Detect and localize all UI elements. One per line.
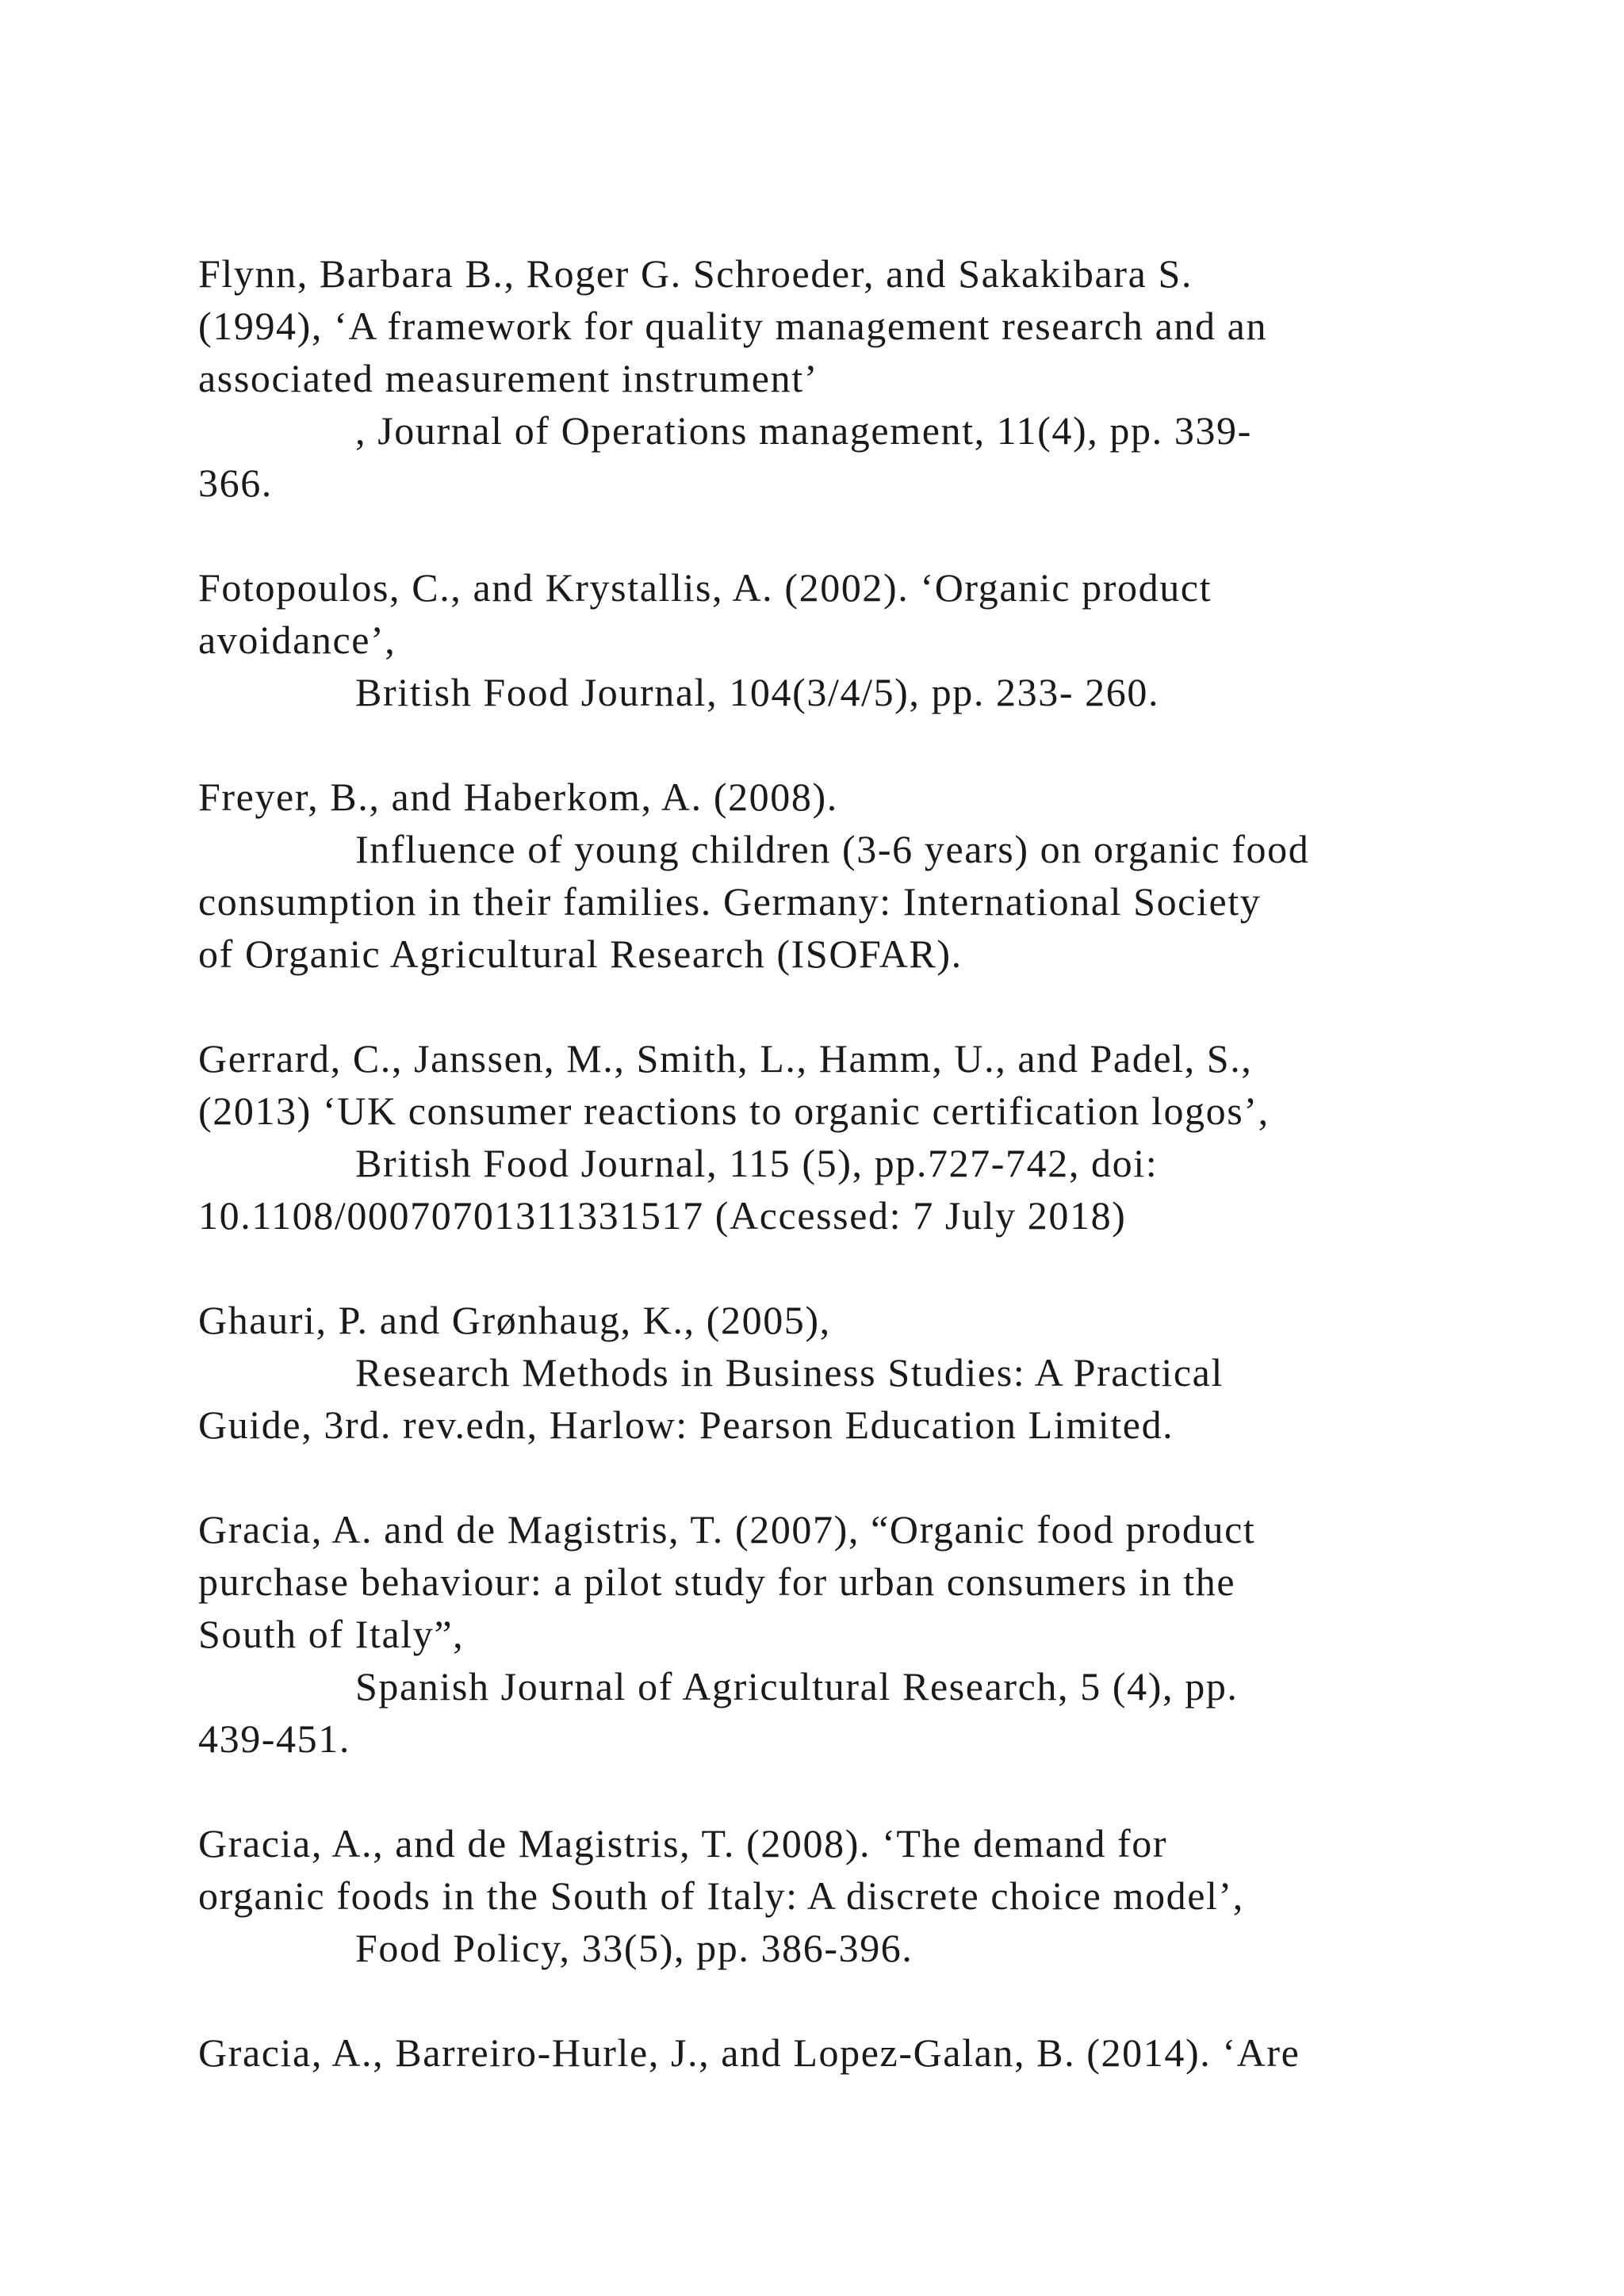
reference-line: 10.1108/00070701311331517 (Accessed: 7 July 2018) (198, 1193, 1127, 1238)
reference-line: organic foods in the South of Italy: A discrete choice model’, (198, 1873, 1244, 1918)
reference-line: British Food Journal, 115 (5), pp.727-742, doi: (355, 1141, 1159, 1185)
reference-line: Guide, 3rd. rev.edn, Harlow: Pearson Education Limited. (198, 1402, 1174, 1447)
reference-line: 439-451. (198, 1716, 350, 1761)
reference-line: Gerrard, C., Janssen, M., Smith, L., Hamm, U., and Padel, S., (198, 1036, 1253, 1081)
reference-list (198, 247, 1467, 2079)
reference-line: consumption in their families. Germany: International Society (198, 879, 1262, 924)
reference-line: Gracia, A. and de Magistris, T. (2007), “Organic food product (198, 1507, 1256, 1552)
reference-line: South of Italy”, (198, 1612, 465, 1656)
reference-line: 366. (198, 461, 273, 505)
reference-entry-gracia-2007 (198, 1503, 1467, 1765)
reference-gap (198, 1451, 1467, 1503)
reference-entry-gracia-2008 (198, 1817, 1467, 1974)
reference-line: Ghauri, P. and Grønhaug, K., (2005), (198, 1298, 831, 1342)
reference-line: of Organic Agricultural Research (ISOFAR). (198, 932, 963, 976)
reference-line: British Food Journal, 104(3/4/5), pp. 233- 260. (355, 670, 1160, 714)
reference-gap (198, 718, 1467, 771)
reference-entry-freyer-2008 (198, 771, 1467, 980)
reference-entry-ghauri-2005 (198, 1294, 1467, 1451)
reference-line: Food Policy, 33(5), pp. 386-396. (355, 1926, 914, 1970)
reference-gap (198, 980, 1467, 1032)
reference-line: Gracia, A., and de Magistris, T. (2008). ‘The demand for (198, 1821, 1168, 1866)
reference-entry-gracia-2014 (198, 2026, 1467, 2079)
reference-entry-gerrard-2013 (198, 1032, 1467, 1242)
reference-entry-flynn-1994 (198, 247, 1467, 509)
reference-line: avoidance’, (198, 618, 396, 662)
reference-gap (198, 1765, 1467, 1817)
reference-line: (2013) ‘UK consumer reactions to organic certification logos’, (198, 1089, 1270, 1133)
reference-line: Fotopoulos, C., and Krystallis, A. (2002). ‘Organic product (198, 565, 1212, 610)
reference-line: Freyer, B., and Haberkom, A. (2008). (198, 775, 838, 819)
reference-gap (198, 1974, 1467, 2026)
reference-line: Flynn, Barbara B., Roger G. Schroeder, and Sakakibara S. (198, 251, 1193, 296)
reference-line: (1994), ‘A framework for quality management research and an (198, 304, 1268, 348)
reference-line: associated measurement instrument’ (198, 356, 818, 400)
reference-line: Influence of young children (3-6 years) on organic food (355, 827, 1310, 871)
reference-line: , Journal of Operations management, 11(4), pp. 339- (355, 408, 1252, 453)
reference-gap (198, 1242, 1467, 1294)
reference-gap (198, 509, 1467, 561)
reference-line: purchase behaviour: a pilot study for urban consumers in the (198, 1559, 1236, 1604)
reference-line: Gracia, A., Barreiro-Hurle, J., and Lopez-Galan, B. (2014). ‘Are (198, 2030, 1300, 2075)
reference-entry-fotopoulos-2002 (198, 561, 1467, 718)
reference-line: Spanish Journal of Agricultural Research, 5 (4), pp. (355, 1664, 1239, 1709)
reference-line: Research Methods in Business Studies: A Practical (355, 1350, 1224, 1395)
